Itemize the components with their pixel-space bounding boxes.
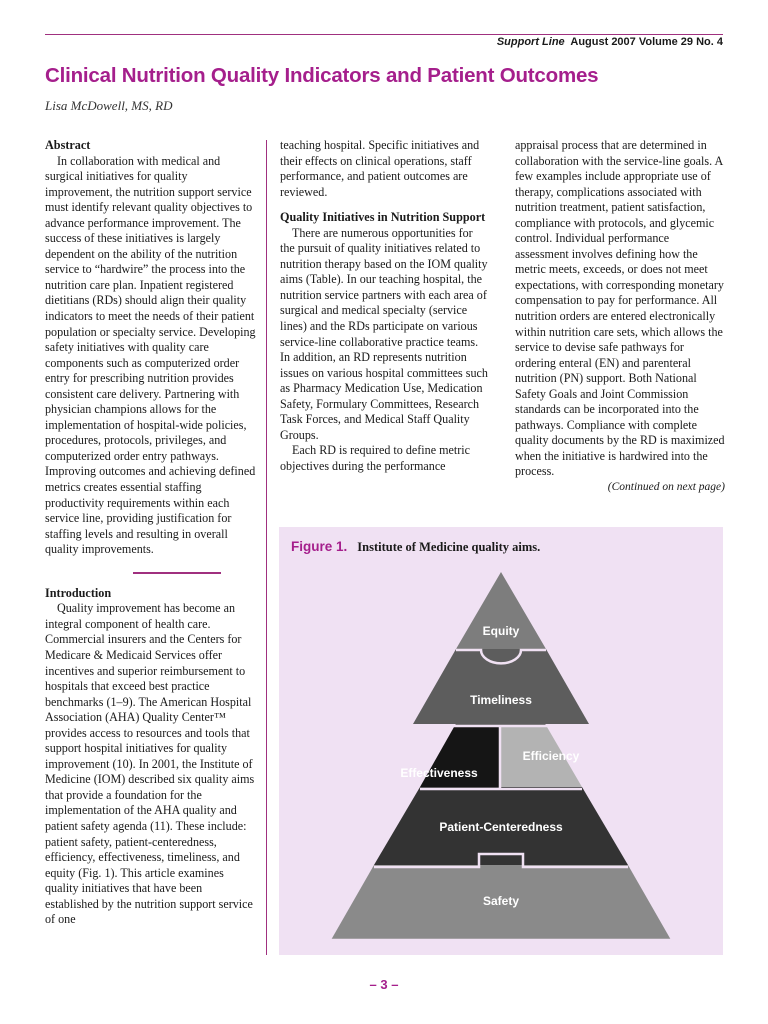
article-author: Lisa McDowell, MS, RD bbox=[45, 98, 173, 113]
column-3 bbox=[515, 138, 725, 496]
figure-caption-text: Institute of Medicine quality aims. bbox=[357, 540, 541, 554]
column-divider bbox=[266, 140, 267, 955]
introduction-heading: Introduction bbox=[45, 585, 112, 600]
article-title: Clinical Nutrition Quality Indicators and Patient Outcomes bbox=[45, 64, 599, 87]
quality-aims-pyramid bbox=[279, 527, 723, 955]
continued-note: (Continued on next page) bbox=[607, 481, 725, 494]
label-timeliness: Timeliness bbox=[470, 693, 532, 707]
label-safety: Safety bbox=[482, 894, 520, 908]
section-divider bbox=[133, 572, 221, 574]
figure-1 bbox=[279, 527, 723, 955]
label-efficiency: Efficiency bbox=[522, 749, 580, 763]
column-2-continuation: teaching hospital. Specific initiatives and their effects on clinical operations, staff performance, and patient outcomes are reviewed. bbox=[280, 138, 480, 199]
label-patient-centeredness: Patient-Centeredness bbox=[439, 820, 563, 834]
abstract-heading: Abstract bbox=[45, 138, 91, 152]
column-3-text: appraisal process that are determined in collaboration with the service-line goals. A few examples include appropriate use of therapy, complications associated with nutrition treatment, patient satisfaction, compliance with protocols, and glycemic control. Individual performance assessment involves defining how the metric meets, exceeds, or does not meet expectations, with corresponding monetary compensation to pay for performance. All nutrition orders are entered electronically within nutrition care sets, which allows the service to devise safe pathways for ordering enteral (EN) and parenteral nutrition (PN) support. Both National Safety Goals and Joint Commission standards can be incorporated into the pathways. Compliance with complete quality documents by the RD is maximized when the initiative is hardwired into the process. bbox=[515, 138, 725, 479]
label-equity: Equity bbox=[482, 624, 520, 638]
column-1 bbox=[45, 138, 257, 928]
column-2 bbox=[280, 138, 490, 474]
quality-initiatives-para-2: Each RD is required to define metric objectives during the performance bbox=[280, 443, 470, 473]
figure-label: Figure 1. bbox=[291, 539, 348, 554]
header-meta bbox=[497, 36, 723, 48]
label-effectiveness: Effectiveness bbox=[400, 766, 478, 780]
header-rule bbox=[45, 34, 723, 35]
introduction-text: Quality improvement has become an integral component of health care. Commercial insurers and the Centers for Medicare & Medicaid Services offer incentives and superior reimbursement to hospitals that exceed best practice benchmarks (1–9). The American Hospital Association (AHA) Quality Center™ provides access to resources and tools that support hospital initiatives for quality improvement (10). In 2001, the Institute of Medicine (IOM) described six quality aims that provide a foundation for the implementation of the AHA quality and patient safety agenda (11). These include: patient safety, patient-centeredness, efficiency, effectiveness, timeliness, and equity (Fig. 1). This article examines quality initiatives that have been established by the nutrition support service of one bbox=[45, 601, 255, 927]
publication-name: Support Line bbox=[496, 36, 565, 48]
quality-initiatives-heading: Quality Initiatives in Nutrition Support bbox=[280, 210, 486, 225]
issue-info: August 2007 Volume 29 No. 4 bbox=[570, 36, 723, 48]
quality-initiatives-para-1: There are numerous opportunities for the pursuit of quality initiatives related to nutrition therapy based on the IOM quality aims (Table). In our teaching hospital, the nutrition service partners with each area of surgical and medical specialty (service lines) and the RDs participate on various service-line collaborative practice teams. In addition, an RD represents nutrition issues on various hospital committees such as Pharmacy Medication Use, Medication Safety, Formulary Committees, Research Task Forces, and Medical Staff Quality Groups. bbox=[280, 225, 488, 442]
tier-timeliness-band bbox=[413, 649, 589, 724]
page-number: – 3 – bbox=[369, 977, 399, 992]
abstract-text: In collaboration with medical and surgical initiatives for quality improvement, the nutrition support service must identify relevant quality objectives to advance performance improvement. The success of these initiatives is largely dependent on the ability of the nutrition service to “hardwire” the process into the nutrition care plan. Inpatient registered dietitians (RDs) should align their quality indicators to meet the needs of their patient population or specialty service. Developing safety initiatives with quality care components such as computerized order entry for prescribing nutrition provides consistent care delivery. Partnering with physician champions allows for the implementation of hospital-wide policies, procedures, protocols, privileges, and computerized order entry pathways. Improving outcomes and achieving defined metrics creates essential staffing productivity requirements within each service line, providing justification for staffing levels and resulting in overall quality improvements. bbox=[45, 153, 256, 557]
